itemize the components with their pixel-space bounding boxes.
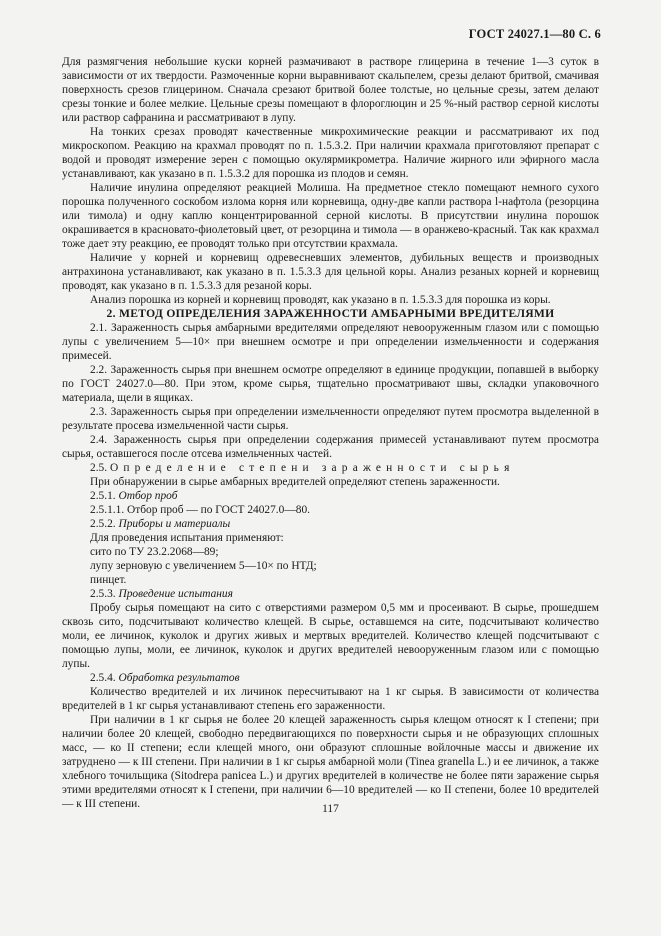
paragraph: На тонких срезах проводят качественные микрохимические реакции и рассматривают их под микроскопом. Реакцию на крахмал проводят по п. 1.5.3.2. При наличии крахмала приготовляют препарат с водой и проводят измерение зерен с помощью окулярмикрометра. Наличие жирного или эфирного масла устанавливают, как указано в п. 1.5.3.2 для порошка из плодов и семян. bbox=[62, 126, 599, 180]
clause-number: 2.5.1. bbox=[90, 490, 116, 502]
list-item: сито по ТУ 23.2.2068—89; bbox=[90, 546, 219, 558]
clause-2-5-text: При обнаружении в сырье амбарных вредителей определяют степень зараженности. bbox=[90, 476, 500, 488]
clause-2-5-4 bbox=[62, 671, 599, 685]
clause-2-5-1-1: 2.5.1.1. Отбор проб — по ГОСТ 24027.0—80. bbox=[90, 504, 310, 516]
list-item: лупу зерновую с увеличением 5—10× по НТД; bbox=[90, 560, 317, 572]
paragraph: Наличие инулина определяют реакцией Молиша. На предметное стекло помещают немного сухого порошка полученного соскобом излома корня или корневища, одну-две капли раствора l-нафтола (резорцина или тимола) и одну каплю концентрированной серной кислоты. В присутствии инулина порошок окрашивается в красновато-фиолетовый цвет, от резорцина и тимола — в оранжево-красный. Так как крахмал тоже дает эту реакцию, ее проводят только при отсутствии крахмала. bbox=[62, 182, 599, 250]
clause-2-5-4-text: Количество вредителей и их личинок пересчитывают на 1 кг сырья. В зависимости от количества вредителей в 1 кг сырья устанавливают степень его зараженности. bbox=[62, 686, 599, 712]
clause-number: 2.5. bbox=[90, 462, 108, 474]
paragraph: Наличие у корней и корневищ одревесневших элементов, дубильных веществ и производных антрахинона устанавливают, как указано в п. 1.5.3.3 для цельной коры. Анализ резаных корней и корневищ проводят, как указано в п. 1.5.3.3 для резаной коры. bbox=[62, 252, 599, 292]
clause-2-5-4-text: При наличии в 1 кг сырья не более 20 клещей зараженность сырья клещом относят к I степени; при наличии более 20 клещей, свободно передвигающихся по поверхности сырья и не образующих сплошных масс, — ко II степени; если клещей много, они образуют сплошные войлочные массы и движение их затруднено — к III степени. При наличии в 1 кг сырья амбарной моли (Tinea granella L.) и ее личинок, а также хлебного точильщика (Sitodrepa panicea L.) и других вредителей в количестве не более пяти заражение сырья этими вредителями относят к I степени, при наличии 6—10 вредителей — ко II степени, более 10 вредителей — к III степени. bbox=[62, 714, 599, 810]
clause-number: 2.5.3. bbox=[90, 588, 116, 600]
clause-2-5-3-text: Пробу сырья помещают на сито с отверстиями размером 0,5 мм и просеивают. В сырье, прошедшем сквозь сито, подсчитывают количество клещей. В сырье, оставшемся на сите, подсчитывают количество моли, ее личинок, куколок и других живых и мертвых вредителей. Количество клещей подсчитывают с помощью лупы, моли, ее личинок, куколок и других вредителей невооруженным глазом или с помощью лупы. bbox=[62, 602, 599, 670]
paragraph: Для размягчения небольшие куски корней размачивают в растворе глицерина в течение 1—3 суток в зависимости от их твердости. Размоченные корни выравнивают скальпелем, срезы делают бритвой, смачивая поверхность срезов глицерином. Сначала срезают бритвой более толстые, но цельные срезы, затем делают срезы тонкие и более мелкие. Цельные срезы помещают в флороглюцин и 25 %-ный раствор серной кислоты или раствор сафранина и рассматривают в лупу. bbox=[62, 56, 599, 124]
clause-2-5-2-intro: Для проведения испытания применяют: bbox=[90, 532, 284, 544]
page-header: ГОСТ 24027.1—80 С. 6 bbox=[468, 27, 601, 41]
clause-2-5-1 bbox=[62, 489, 599, 503]
clause-2-4: 2.4. Зараженность сырья при определении содержания примесей устанавливают путем просмотра сырья, оставшегося после отсева измельченных частей. bbox=[62, 434, 599, 460]
clause-number: 2.5.2. bbox=[90, 518, 116, 530]
clause-2-5-2 bbox=[62, 517, 599, 531]
clause-2-3: 2.3. Зараженность сырья при определении измельченности определяют путем просмотра выделенной в результате просева измельченной части сырья. bbox=[62, 406, 599, 432]
clause-title: Определение степени зараженности сырья bbox=[109, 462, 515, 474]
list-item: пинцет. bbox=[90, 574, 127, 586]
page-number: 117 bbox=[322, 803, 339, 815]
paragraph: Анализ порошка из корней и корневищ проводят, как указано в п. 1.5.3.3 для порошка из коры. bbox=[90, 294, 551, 306]
clause-title: Проведение испытания bbox=[118, 588, 233, 600]
clause-title: Отбор проб bbox=[118, 490, 178, 502]
clause-2-1: 2.1. Зараженность сырья амбарными вредителями определяют невооруженным глазом или с помощью лупы с увеличением 5—10× при внешнем осмотре и при определении измельченности и содержания примесей. bbox=[62, 322, 599, 362]
clause-2-5 bbox=[62, 461, 599, 475]
clause-title: Приборы и материалы bbox=[118, 518, 231, 530]
clause-2-5-3 bbox=[62, 587, 599, 601]
clause-2-2: 2.2. Зараженность сырья при внешнем осмотре определяют в единице продукции, попавшей в выборку по ГОСТ 24027.0—80. При этом, кроме сырья, тщательно просматривают швы, складки упаковочного материала, щели в ящиках. bbox=[62, 364, 599, 404]
page-content bbox=[62, 55, 599, 811]
section-title: 2. МЕТОД ОПРЕДЕЛЕНИЯ ЗАРАЖЕННОСТИ АМБАРНЫМИ ВРЕДИТЕЛЯМИ bbox=[106, 307, 555, 320]
clause-title: Обработка результатов bbox=[118, 672, 240, 684]
clause-number: 2.5.4. bbox=[90, 672, 116, 684]
